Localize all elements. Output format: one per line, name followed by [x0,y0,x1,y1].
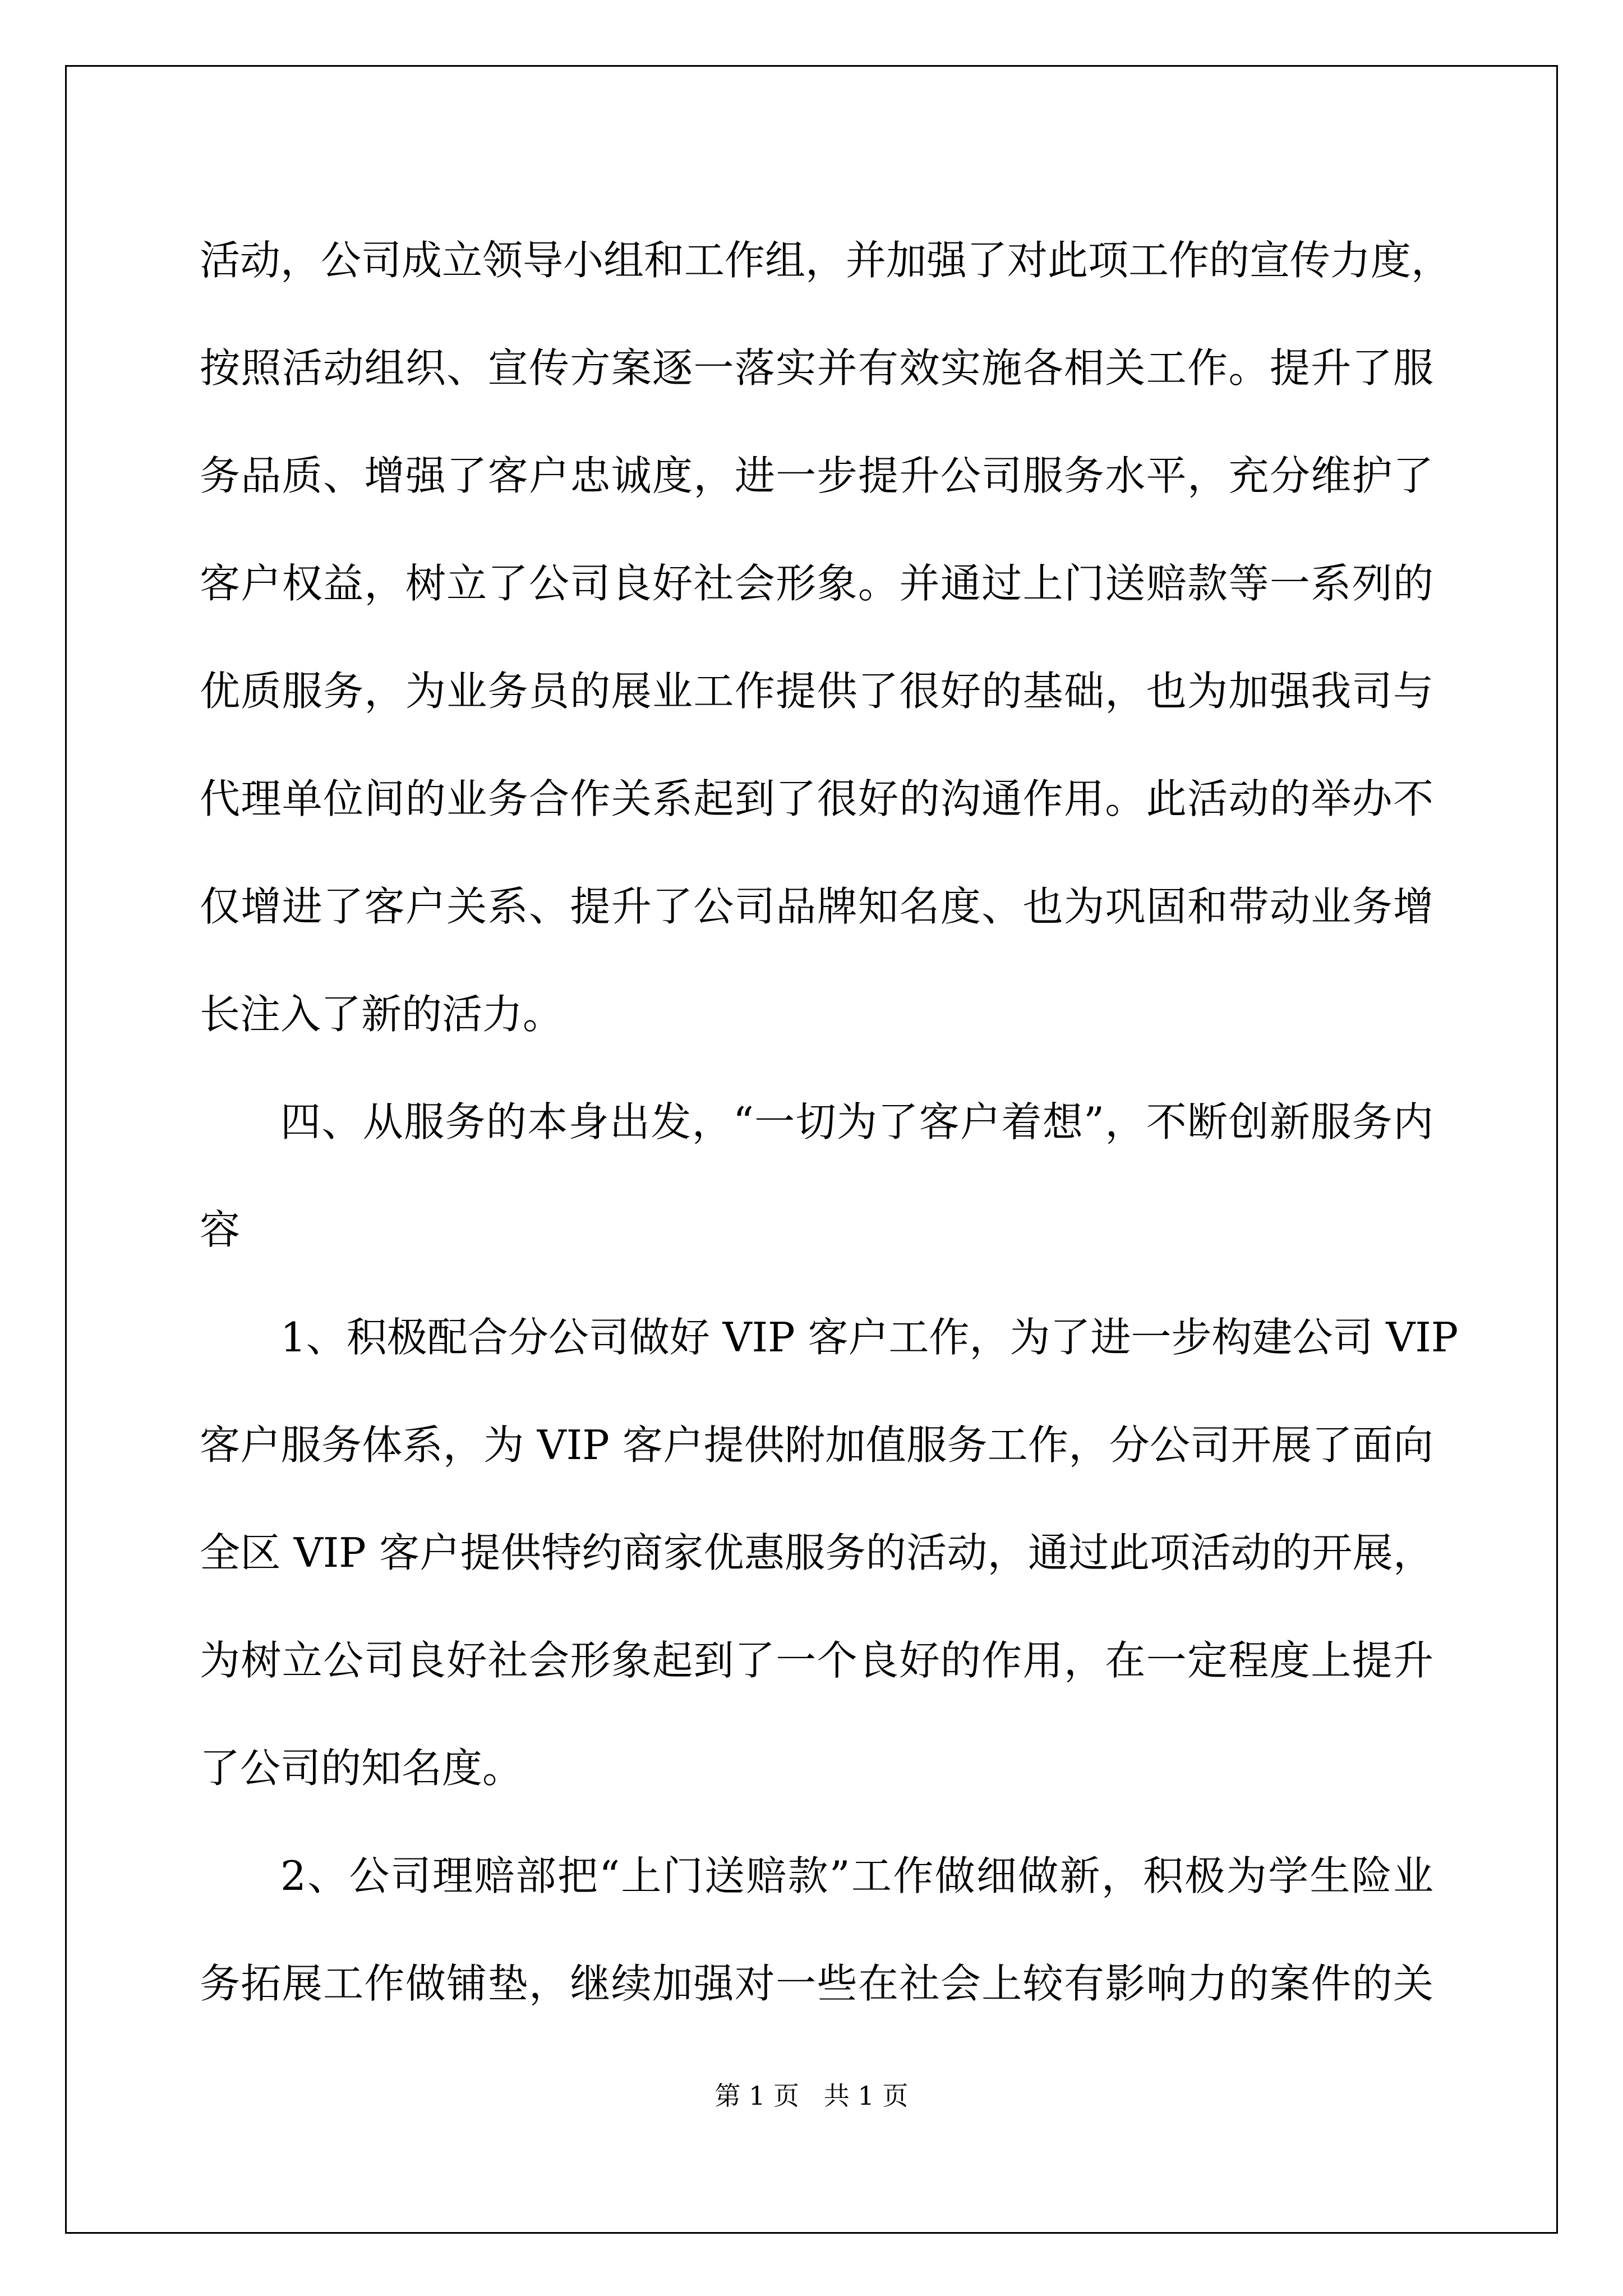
document-body [200,206,1459,2037]
text-line: 务拓展工作做铺垫，继续加强对一些在社会上较有影响力的案件的关 [200,1960,1433,2007]
text-line: 按照活动组织、宣传方案逐一落实并有效实施各相关工作。提升了服 [200,344,1433,392]
section-heading-line: 容 [200,1206,241,1253]
text-line: 全区 VIP 客户提供特约商家优惠服务的活动，通过此项活动的开展， [200,1529,1433,1576]
text-line: 2、公司理赔部把“上门送赔款”工作做细做新，积极为学生险业 [280,1852,1433,1899]
text-line: 长注入了新的活力。 [200,991,564,1038]
text-line: 代理单位间的业务合作关系起到了很好的沟通作用。此活动的举办不 [200,775,1433,822]
text-line: 务品质、增强了客户忠诚度，进一步提升公司服务水平，充分维护了 [200,452,1433,499]
page-footer: 第 1 页 共 1 页 [714,2081,909,2111]
text-line: 活动，公司成立领导小组和工作组，并加强了对此项工作的宣传力度， [200,237,1452,284]
section-heading-line: 四、从服务的本身出发，“一切为了客户着想”，不断创新服务内 [280,1098,1433,1145]
text-line: 优质服务，为业务员的展业工作提供了很好的基础，也为加强我司与 [200,668,1433,715]
text-line: 客户服务体系，为 VIP 客户提供附加值服务工作，分公司开展了面向 [200,1421,1433,1469]
text-line: 为树立公司良好社会形象起到了一个良好的作用，在一定程度上提升 [200,1637,1433,1684]
text-line: 客户权益，树立了公司良好社会形象。并通过上门送赔款等一系列的 [200,560,1433,607]
text-line: 1、积极配合分公司做好 VIP 客户工作，为了进一步构建公司 VIP [280,1314,1459,1361]
text-line: 了公司的知名度。 [200,1745,523,1792]
text-line: 仅增进了客户关系、提升了公司品牌知名度、也为巩固和带动业务增 [200,883,1433,930]
